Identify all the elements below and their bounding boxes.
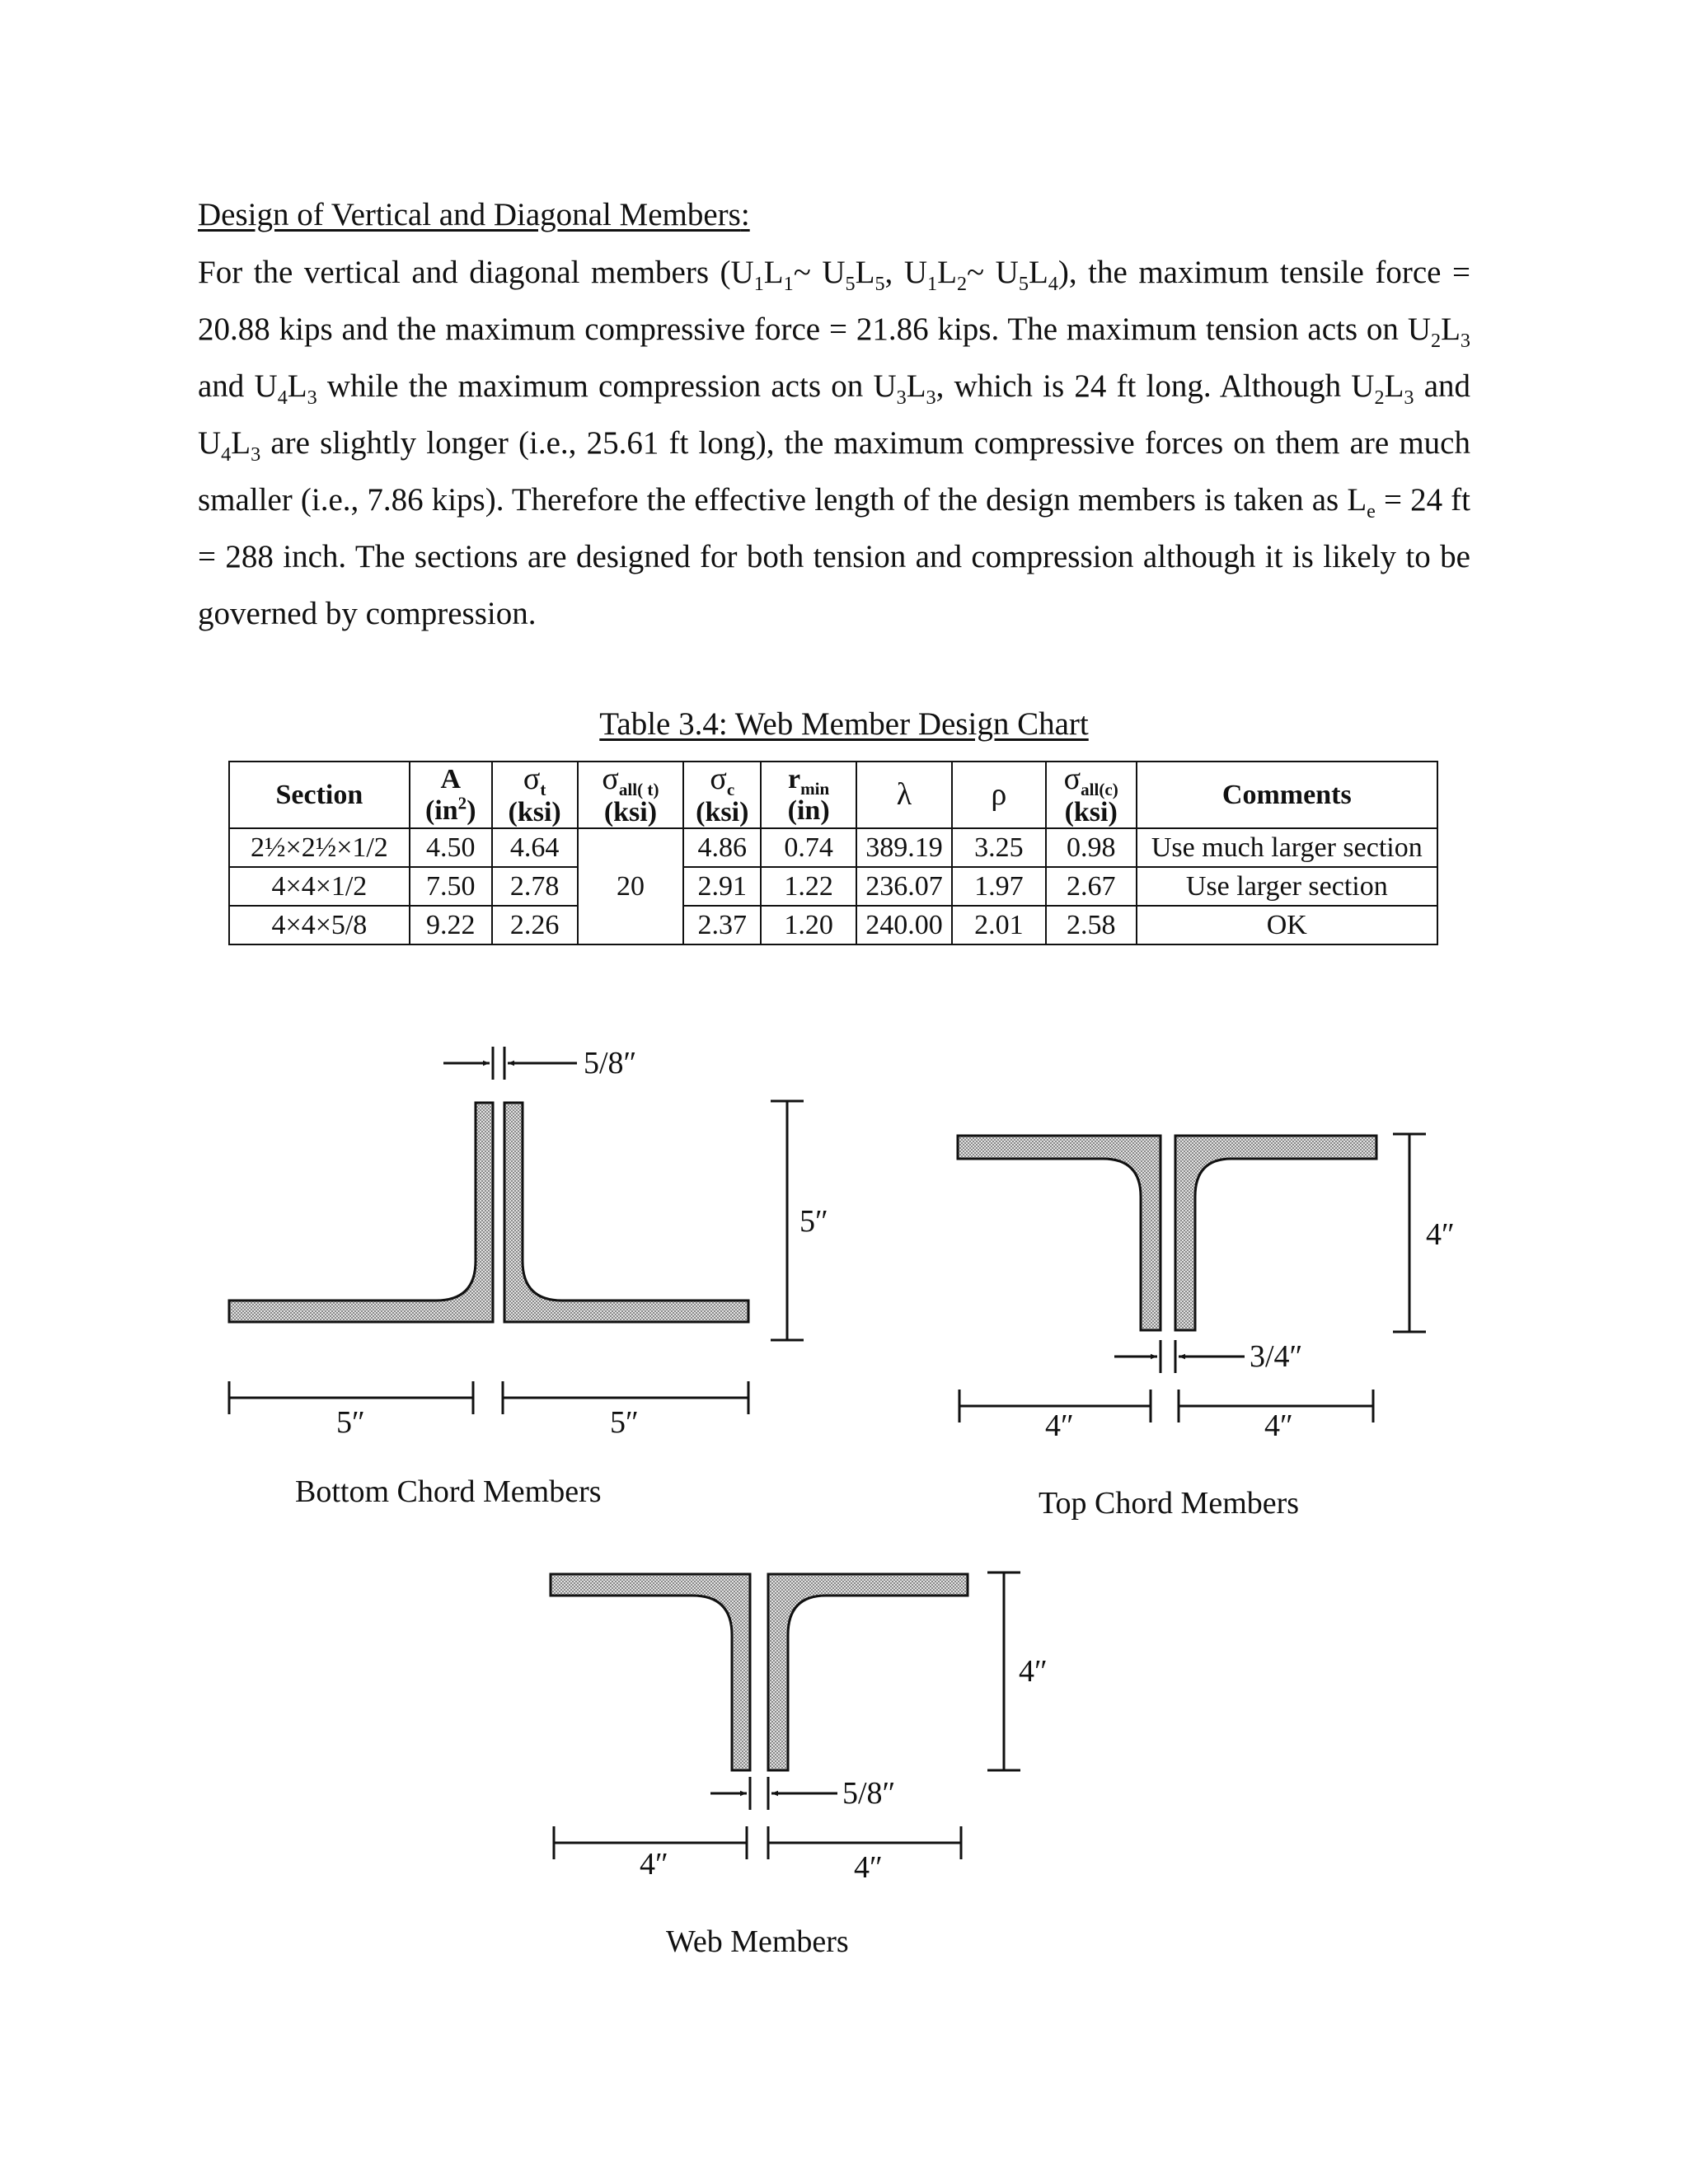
bottom-chord-right-angle bbox=[504, 1103, 748, 1322]
cell-lambda: 240.00 bbox=[856, 906, 952, 944]
header-comments: Comments bbox=[1137, 762, 1437, 828]
bottom-chord-height-dimension: 5″ bbox=[799, 1204, 828, 1239]
top-chord-figure bbox=[958, 1134, 1426, 1422]
top-chord-gap-dimension: 3/4″ bbox=[1250, 1339, 1303, 1374]
cell-area: 9.22 bbox=[410, 906, 492, 944]
bottom-chord-left-width-dimension: 5″ bbox=[336, 1405, 365, 1440]
cell-sigma-t: 2.78 bbox=[492, 867, 578, 906]
cell-sigma-allowable-compression: 0.98 bbox=[1046, 828, 1137, 867]
top-chord-height-dimension: 4″ bbox=[1426, 1217, 1455, 1252]
cell-sigma-t: 4.64 bbox=[492, 828, 578, 867]
section-heading: Design of Vertical and Diagonal Members: bbox=[198, 197, 750, 232]
cell-comment: Use larger section bbox=[1137, 867, 1437, 906]
cell-area: 7.50 bbox=[410, 867, 492, 906]
cell-rho: 1.97 bbox=[952, 867, 1046, 906]
top-chord-left-angle bbox=[958, 1136, 1160, 1330]
bottom-chord-gap-dimension: 5/8″ bbox=[584, 1046, 637, 1080]
cell-section: 2½×2½×1/2 bbox=[229, 828, 410, 867]
cell-lambda: 389.19 bbox=[856, 828, 952, 867]
header-rho: ρ bbox=[952, 762, 1046, 828]
top-chord-label: Top Chord Members bbox=[1039, 1486, 1300, 1521]
header-area: A $(in^2)$ bbox=[410, 762, 492, 828]
web-member-height-dimension: 4″ bbox=[1019, 1654, 1048, 1689]
header-lambda: λ bbox=[856, 762, 952, 828]
body-paragraph: For the vertical and diagonal members ($U_1L_1\sim$ $U_5L_5$, $U_1L_2\sim$ $U_5L_4$), the maximum tensile force = 20.88 kips and the maximum compressive force = 21.86 kips. The maximum tension acts on $U_2L_3$ and $U_4L_3$ while the maximum compression acts on $U_3L_3$, which is 24 ft long. Although $U_2L_3$ and $U_4L_3$ are slightly longer (i.e., 25.61 ft long), the maximum compressive forces on them are much smaller (i.e., 7.86 kips). Therefore the effective length of the design members is taken as $L_e = 24$ ft = 288 inch. The sections are designed for both tension and compression although it is likely to be governed by compression. bbox=[198, 255, 1471, 631]
web-member-gap-dimension: 5/8″ bbox=[842, 1776, 896, 1811]
bottom-chord-left-angle bbox=[229, 1103, 493, 1322]
bottom-chord-figure bbox=[229, 1047, 804, 1414]
cell-sigma-c: 2.91 bbox=[683, 867, 761, 906]
cell-sigma-allowable-compression: 2.67 bbox=[1046, 867, 1137, 906]
header-sigma-allowable-tension: $\sigma_{all( t)}$ (ksi) bbox=[578, 762, 684, 828]
cell-area: 4.50 bbox=[410, 828, 492, 867]
cell-sigma-allowable-tension: 20 bbox=[578, 828, 684, 944]
cell-sigma-c: 4.86 bbox=[683, 828, 761, 867]
bottom-chord-label: Bottom Chord Members bbox=[295, 1474, 602, 1509]
cell-sigma-allowable-compression: 2.58 bbox=[1046, 906, 1137, 944]
cell-r-min: 0.74 bbox=[761, 828, 856, 867]
cell-sigma-t: 2.26 bbox=[492, 906, 578, 944]
web-member-figure bbox=[551, 1572, 1020, 1859]
top-chord-right-width-dimension: 4″ bbox=[1264, 1408, 1293, 1443]
web-member-left-angle bbox=[551, 1574, 750, 1770]
cell-r-min: 1.22 bbox=[761, 867, 856, 906]
web-member-right-angle bbox=[768, 1574, 968, 1770]
web-member-label: Web Members bbox=[666, 1924, 849, 1959]
cell-comment: OK bbox=[1137, 906, 1437, 944]
cell-section: 4×4×1/2 bbox=[229, 867, 410, 906]
header-sigma-t: $\sigma_t$ (ksi) bbox=[492, 762, 578, 828]
header-r-min: $r_{min}$ (in) bbox=[761, 762, 856, 828]
cell-section: 4×4×5/8 bbox=[229, 906, 410, 944]
cell-lambda: 236.07 bbox=[856, 867, 952, 906]
top-chord-right-angle bbox=[1175, 1136, 1376, 1330]
cell-r-min: 1.20 bbox=[761, 906, 856, 944]
cell-rho: 2.01 bbox=[952, 906, 1046, 944]
table-caption: Table 3.4: Web Member Design Chart bbox=[599, 706, 1089, 742]
header-sigma-c: $\sigma_c$ (ksi) bbox=[683, 762, 761, 828]
web-member-right-width-dimension: 4″ bbox=[854, 1850, 883, 1885]
web-member-left-width-dimension: 4″ bbox=[640, 1847, 668, 1882]
cell-comment: Use much larger section bbox=[1137, 828, 1437, 867]
cell-rho: 3.25 bbox=[952, 828, 1046, 867]
cell-sigma-c: 2.37 bbox=[683, 906, 761, 944]
header-sigma-allowable-compression: $\sigma_{all(c)}$ (ksi) bbox=[1046, 762, 1137, 828]
top-chord-left-width-dimension: 4″ bbox=[1045, 1408, 1074, 1443]
bottom-chord-right-width-dimension: 5″ bbox=[610, 1405, 639, 1440]
header-section: Section bbox=[229, 762, 410, 828]
